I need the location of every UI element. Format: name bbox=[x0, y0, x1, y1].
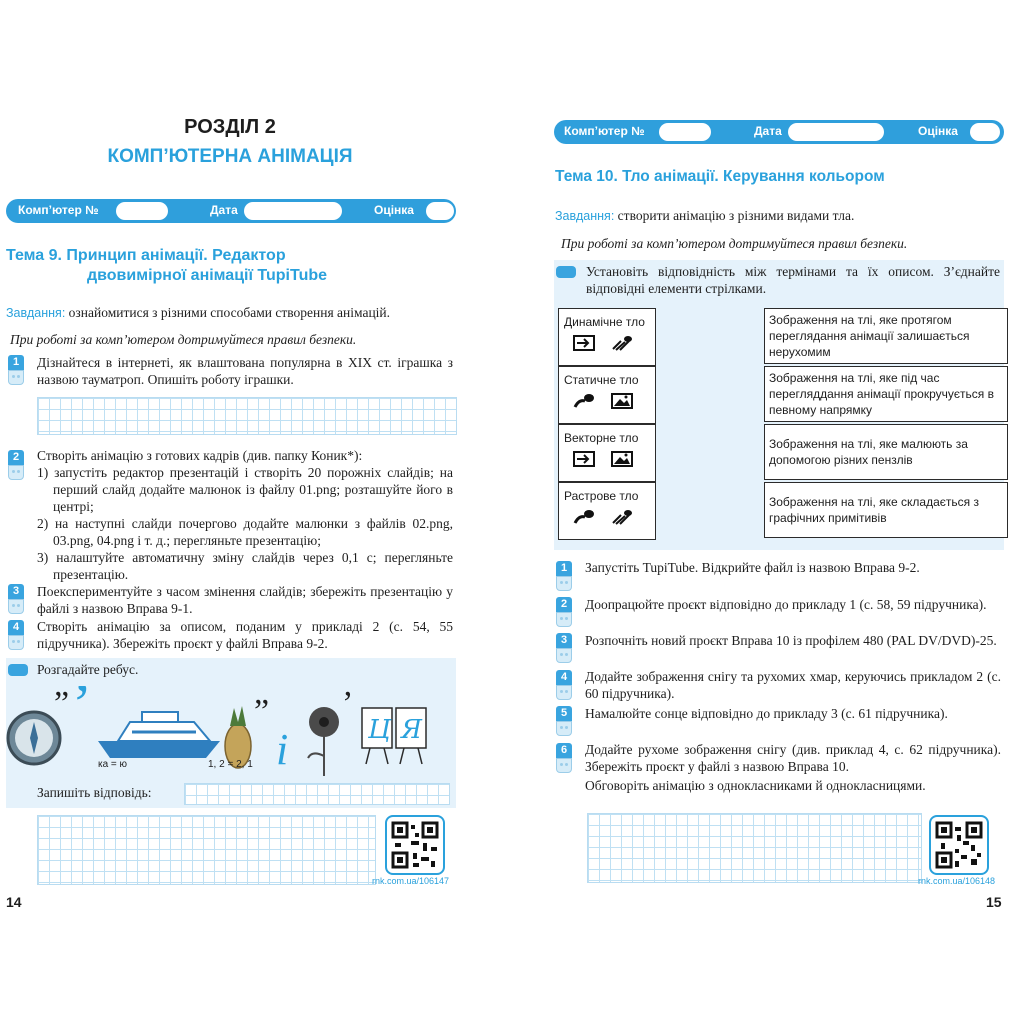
rebus-title: Розгадайте ребус. bbox=[37, 662, 139, 677]
step-2-intro: Створіть анімацію з готових кадрів (див. папку Коник*): bbox=[37, 448, 363, 463]
brush-icon bbox=[573, 509, 595, 525]
qr-code-icon bbox=[929, 815, 989, 875]
definition-2[interactable]: Зображення на тлі, яке під час перегляддання анімації прокручується в певному напрямку bbox=[764, 366, 1008, 422]
qr-url: rnk.com.ua/106148 bbox=[918, 876, 996, 886]
page-right bbox=[512, 0, 1024, 1024]
compass-icon bbox=[8, 686, 69, 764]
arrow-right-icon bbox=[573, 451, 595, 467]
step-number-1: 1 bbox=[8, 355, 24, 385]
svg-text:’: ’ bbox=[72, 686, 92, 737]
term-label: Статичне тло bbox=[564, 373, 639, 387]
theme-title-line2: двовимірної анімації TupiTube bbox=[87, 267, 328, 284]
task-label: Завдання: bbox=[555, 209, 615, 223]
step-3-text: Поекспериментуйте з часом змінення слайдів; збережіть презентацію у файлі з назвою Вправа 9-1. bbox=[37, 584, 453, 616]
rebus-card-1: Ц bbox=[368, 715, 391, 745]
answer-grid-1[interactable] bbox=[37, 397, 457, 435]
rebus-answer-grid[interactable] bbox=[184, 783, 450, 805]
brush-icon bbox=[611, 509, 633, 525]
yacht-icon bbox=[98, 712, 220, 758]
date-label: Дата bbox=[210, 203, 238, 217]
term-dynamic[interactable] bbox=[558, 308, 656, 366]
step-number-3: 3 bbox=[556, 633, 572, 663]
safety-note: При роботі за комп’ютером дотримуйтеся правил безпеки. bbox=[561, 236, 908, 251]
step-2-text: Доопрацюйте проєкт відповідно до прикладу 1 (с. 58, 59 підручника). bbox=[585, 597, 987, 612]
rebus-hint-1: ка = ю bbox=[98, 759, 128, 770]
letter-cards bbox=[362, 708, 426, 764]
picture-icon bbox=[611, 451, 633, 467]
step-6-discuss: Обговоріть анімацію з однокласниками й однокласницями. bbox=[585, 778, 926, 793]
step-5-text: Намалюйте сонце відповідно до прикладу 3 (с. 61 підручника). bbox=[585, 706, 948, 721]
step-number-2: 2 bbox=[556, 597, 572, 627]
step-number-6: 6 bbox=[556, 743, 572, 773]
info-bar bbox=[6, 199, 456, 223]
step-number-3: 3 bbox=[8, 584, 24, 614]
step-6-main: Додайте рухоме зображення снігу (див. приклад 4, с. 62 підручника). Збережіть проєкт у файлі з назвою Вправа 10. bbox=[585, 742, 1001, 774]
step-1-text: Дізнайтеся в інтернеті, як влаштована популярна в XIX ст. іграшка з назвою тауматроп. Опишіть роботу іграшки. bbox=[37, 355, 453, 387]
term-label: Динамічне тло bbox=[564, 315, 645, 329]
step-3-text: Розпочніть новий проєкт Вправа 10 із профілем 480 (PAL DV/DVD)-25. bbox=[585, 633, 997, 648]
qr-code-icon bbox=[385, 815, 445, 875]
task-marker-icon bbox=[8, 664, 28, 676]
picture-icon bbox=[611, 393, 633, 409]
task-label: Завдання: bbox=[6, 306, 66, 320]
svg-text:”: ” bbox=[54, 686, 70, 722]
answer-grid[interactable] bbox=[587, 813, 922, 883]
svg-text:’: ’ bbox=[342, 686, 354, 722]
task-text: ознайомитися з різними способами створення анімацій. bbox=[65, 305, 391, 320]
term-label: Векторне тло bbox=[564, 431, 639, 445]
section-title: КОМП’ЮТЕРНА АНІМАЦІЯ bbox=[107, 146, 353, 167]
rebus-hint-2: 1, 2 = 2, 1 bbox=[208, 759, 253, 770]
computer-label: Комп’ютер № bbox=[18, 203, 99, 217]
arrow-right-icon bbox=[573, 335, 595, 351]
svg-text:”: ” bbox=[254, 693, 270, 730]
step-2-sub-2: 2) на наступні слайди почергово додайте малюнки з файлів 02.png, 03.png, 04.png і т. д.; перегляньте презентацію; bbox=[37, 516, 453, 548]
term-label: Растрове тло bbox=[564, 489, 639, 503]
step-2-sub-1: 1) запустіть редактор презентацій і створіть 20 порожніх слайдів; на перший слайд додайте малюнок із файлу 01.png; розташуйте його в центрі; bbox=[37, 465, 453, 514]
computer-label: Комп’ютер № bbox=[564, 124, 645, 138]
grade-field[interactable] bbox=[970, 123, 1000, 141]
task-marker-icon bbox=[556, 266, 576, 278]
task-line bbox=[555, 208, 854, 224]
rebus-answer-label: Запишіть відповідь: bbox=[37, 785, 152, 800]
matching-panel bbox=[554, 260, 1004, 550]
step-number-1: 1 bbox=[556, 561, 572, 591]
theme-title: Тема 10. Тло анімації. Керування кольором bbox=[555, 168, 885, 185]
definition-4[interactable]: Зображення на тлі, яке складається з графічних примітивів bbox=[764, 482, 1008, 538]
step-number-2: 2 bbox=[8, 450, 24, 480]
rebus-picture bbox=[6, 686, 456, 776]
safety-note: При роботі за комп’ютером дотримуйтеся правил безпеки. bbox=[10, 332, 357, 347]
grade-field[interactable] bbox=[426, 202, 454, 220]
step-4-text: Додайте зображення снігу та рухомих хмар, керуючись прикладом 2 (с. 60 підручника). bbox=[585, 669, 1001, 701]
term-raster[interactable] bbox=[558, 482, 656, 540]
rebus-letter-i: і bbox=[276, 725, 289, 774]
poppy-icon bbox=[308, 686, 353, 776]
step-2-text bbox=[37, 447, 453, 583]
pineapple-icon bbox=[225, 693, 269, 768]
answer-grid-2[interactable] bbox=[37, 815, 376, 885]
task-text: створити анімацію з різними видами тла. bbox=[614, 208, 855, 223]
grade-label: Оцінка bbox=[374, 203, 414, 217]
info-bar bbox=[554, 120, 1004, 144]
definition-3[interactable]: Зображення на тлі, яке малюють за допомогою різних пензлів bbox=[764, 424, 1008, 480]
brush-icon bbox=[611, 335, 633, 351]
definition-1[interactable]: Зображення на тлі, яке протягом переглядання анімації залишається нерухомим bbox=[764, 308, 1008, 364]
term-vector[interactable] bbox=[558, 424, 656, 482]
page-number: 15 bbox=[986, 894, 1002, 910]
step-6-text bbox=[585, 741, 1001, 794]
matching-instructions: Установіть відповідність між термінами та їх описом. З’єднайте відповідні елементи стрілками. bbox=[586, 264, 1000, 296]
section-heading: РОЗДІЛ 2 bbox=[184, 116, 276, 138]
qr-url: rnk.com.ua/106147 bbox=[372, 876, 450, 886]
term-static[interactable] bbox=[558, 366, 656, 424]
computer-number-field[interactable] bbox=[116, 202, 168, 220]
brush-icon bbox=[573, 393, 595, 409]
step-number-4: 4 bbox=[556, 670, 572, 700]
rebus-panel bbox=[6, 658, 456, 808]
step-1-text: Запустіть TupiTube. Відкрийте файл із назвою Вправа 9-2. bbox=[585, 560, 920, 575]
theme-title-line1: Тема 9. Принцип анімації. Редактор bbox=[6, 247, 286, 264]
date-field[interactable] bbox=[244, 202, 342, 220]
computer-number-field[interactable] bbox=[659, 123, 711, 141]
step-2-sub-3: 3) налаштуйте автоматичну зміну слайдів через 0,1 с; перегляньте презентацію. bbox=[37, 550, 453, 582]
grade-label: Оцінка bbox=[918, 124, 958, 138]
page-number: 14 bbox=[6, 894, 22, 910]
task-line bbox=[6, 305, 390, 321]
step-number-4: 4 bbox=[8, 620, 24, 650]
date-label: Дата bbox=[754, 124, 782, 138]
rebus-card-2: Я bbox=[401, 715, 422, 745]
date-field[interactable] bbox=[788, 123, 884, 141]
step-number-5: 5 bbox=[556, 706, 572, 736]
step-4-text: Створіть анімацію за описом, поданим у прикладі 2 (с. 54, 55 підручника). Збережіть проєкт у файлі Вправа 9-2. bbox=[37, 619, 453, 651]
